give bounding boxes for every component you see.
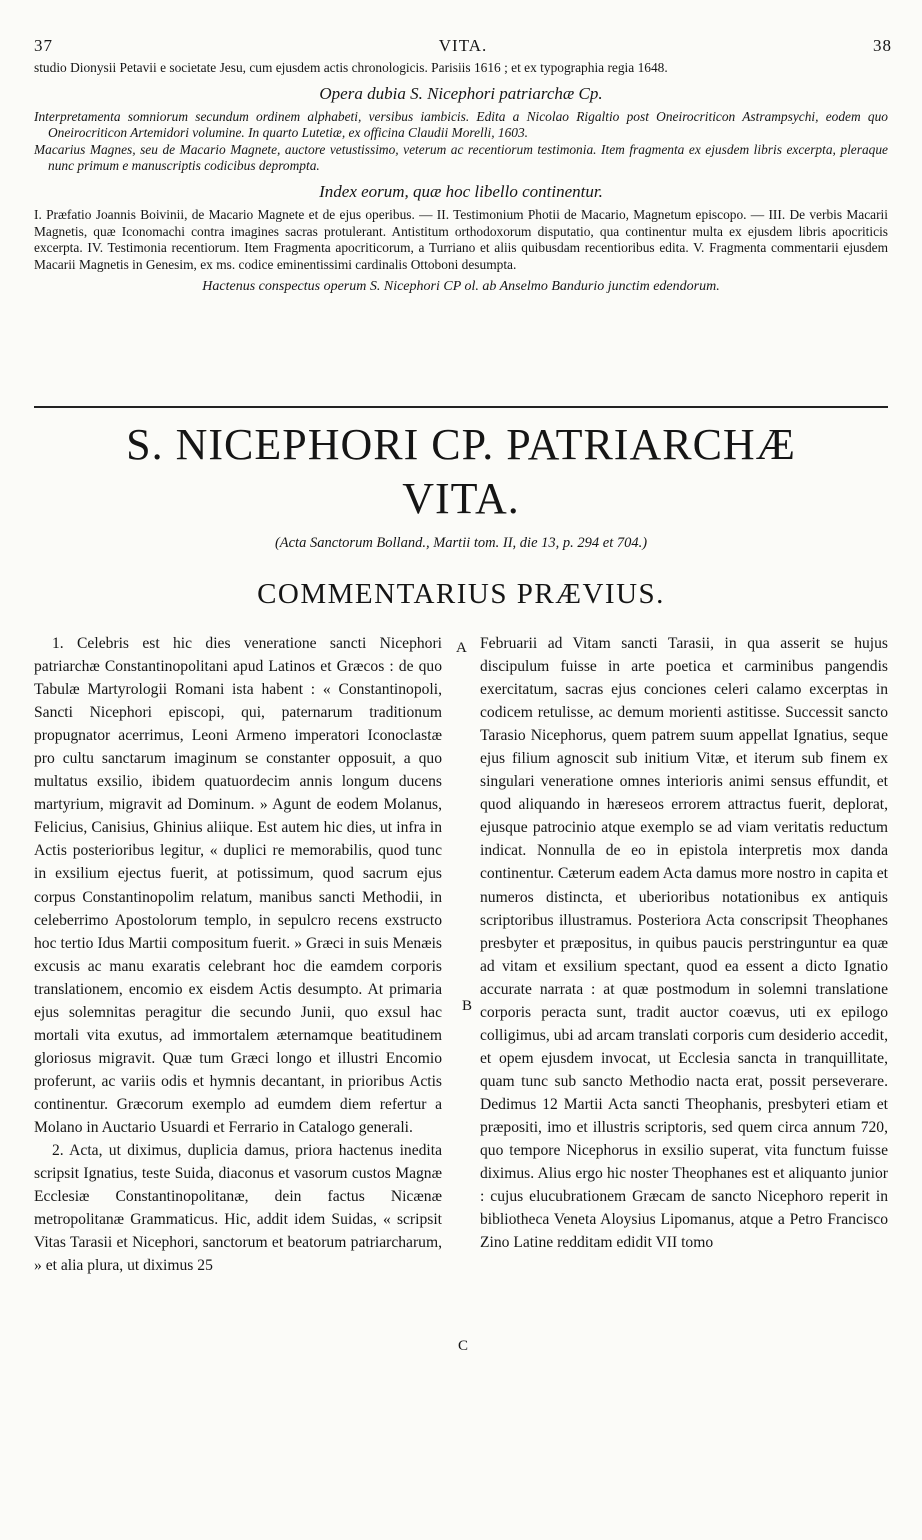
front-matter — [34, 60, 888, 296]
running-head — [34, 36, 892, 58]
index-heading: Index eorum, quæ hoc libello continentur. — [319, 181, 603, 201]
paragraph-2: 2. Acta, ut diximus, duplicia damus, priora hactenus inedita scripsit Ignatius, teste Suida, diaconus et vasorum custos Magnæ Ecclesiæ Constantinopolitanæ, dein factus Nicænæ metropolitanæ Grammaticus. Hic, addit idem Suidas, « scripsit Vitas Tarasii et Nicephori, sanctorum et beatorum patriarcharum, » et alia plura, ut diximus 25 — [34, 1142, 442, 1275]
dubia-entry-1: Interpretamenta somniorum secundum ordinem alphabeti, versibus iambicis. Edita a Nicolao Rigaltio post Oneirocriticon Astrampsychi, eodem quo Oneirocriticon Artemidori volumine. In quarto Lutetiæ, ex officina Claudii Morelli, 1603. — [34, 108, 888, 141]
section-divider — [34, 406, 888, 408]
intro-text: studio Dionysii Petavii e societate Jesu, cum ejusdem actis chronologicis. Parisiis 1616 ; et ex typographia regia 1648. — [34, 60, 668, 75]
title-line-1: S. NICEPHORI CP. PATRIARCHÆ — [126, 420, 796, 469]
section-heading: COMMENTARIUS PRÆVIUS. — [257, 578, 665, 610]
closing-line: Hactenus conspectus operum S. Nicephori CP ol. ab Anselmo Bandurio junctim edendorum. — [202, 279, 720, 295]
page-number-right: 38 — [873, 36, 892, 55]
page-number-left: 37 — [34, 36, 53, 55]
paragraph-1: 1. Celebris est hic dies veneratione sancti Nicephori patriarchæ Constantinopolitani apud Latinos et Græcos : de quo Tabulæ Martyrologii Romani ista habent : « Constantinopoli, Sancti Nicephori episcopi, qui, paternarum traditionum propugnator acerrimus, Leoni Armeno imperatori Iconoclastæ pro cultu sanctarum imaginum se constanter opposuit, a quo multatus exsilio, ibidem quatuordecim annis longum ducens martyrium, migravit ad Dominum. » Agunt de eodem Molanus, Felicius, Canisius, Ghinius aliique. Est autem hic dies, ut infra in Actis posterioribus legitur, « duplici re memorabilis, quod tunc in exsilium ejectus fuerit, at potissimum, quod sacrum ejus corpus Constantinopolim relatum, manibus sancti Methodii, in celeberrimo Apostolorum templo, in sepulcro recens exstructo hoc tertio Idus Martii compositum fuerit. » Græci in suis Menæis excusis ac manu exaratis celebrant hoc die eamdem corporis translationem, encomio ex eisdem Actis desumpto. At primaria ejus solemnitas peragitur die secundo Junii, quo exsul hac mortali vita exutus, ad immortalem æternamque beatitudinem gloriosus migravit. Quæ tum Græci longo et illustri Encomio proferunt, ac variis odis et hymnis decantant, in prioribus Actis continentur. Græcorum exemplo ad eumdem diem refertur a Molano in Auctario Usuardi et Ferrario in Catalogo generali. — [34, 635, 442, 1136]
dubia-heading: Opera dubia S. Nicephori patriarchæ Cp. — [319, 83, 603, 103]
dubia-entry-2: Macarius Magnes, seu de Macario Magnete, auctore vetustissimo, veterum ac recentiorum testimonia. Item fragmenta ex ejusdem libris excerpta, pleraque nunc primum e manuscriptis codicibus deprompta. — [34, 141, 888, 174]
left-column — [34, 632, 442, 1277]
margin-marker-c: C — [458, 1338, 469, 1354]
running-title: VITA. — [438, 36, 488, 55]
margin-marker-a: A — [456, 640, 467, 656]
right-column-text: Februarii ad Vitam sancti Tarasii, in qua asserit se hujus discipulum fuisse in arte poetica et carminibus pangendis exercitatum, sacras ejus conciones celeri calamo excerptas in codicem retulisse, ac demum morienti astitisse. Successit sancto Tarasio Nicephorus, quem patrem suum appellat Ignatius, seque ejus filium agnoscit sub initium Vitæ, et iterum sub finem ex singulari veneratione omnes interioris animi sensus effundit, et quod aliquando in hæreseos errorem attractus fuerit, deplorat, ejusque patrocinio atque exemplo se ad viam veritatis reductum indicat. Nonnulla de eo in epistola interpretis mox danda continentur. Cæterum eadem Acta damus more nostro in capita et numeros distincta, et uberioribus notationibus ex antiquis scriptoribus illustramus. Posteriora Acta conscripsit Theophanes presbyter et præpositus, in quibus paucis perstringuntur ea quæ ad vitam et exsilium spectant, quod ea essent a dicto Ignatio accurate narrata : at quæ postmodum in solemni translatione corporis peracta sunt, tradit auctor coævus, uti ex epilogo colligimus, ubi ad arcam translati corporis cum desiderio accedit, et opem ejusdem invocat, ut Ecclesia sancta in tranquillitate, quam tunc sub sancto Methodio nacta erat, possit perseverare. Dedimus 12 Martii Acta sancti Theophanis, presbyteri etiam et præpositi, imo et illustris scriptoris, sed quem circa annum 720, quo tempore Nicephorus in exsilio superat, vita functum fuisse diximus. Alius ergo hic noster Theophanes est et aliquanto junior : cujus elucubrationem Græcam de sancto Nicephoro reperit in bibliotheca Veneta Aloysius Lipomanus, atque a Petro Francisco Zino Latine redditam edidit VII tomo — [480, 635, 888, 1252]
source-citation: (Acta Sanctorum Bolland., Martii tom. II, die 13, p. 294 et 704.) — [274, 535, 648, 551]
title-line-2: VITA. — [402, 474, 520, 523]
margin-marker-b: B — [462, 998, 473, 1014]
page-title — [0, 418, 922, 526]
index-text: I. Præfatio Joannis Boivinii, de Macario Magnete et de ejus operibus. — II. Testimonium Photii de Macario, Magnetum episcopo. — III. De verbis Macarii Magnetis, quæ Iconomachi contra imagines sacras protulerant. Antistitum orthodoxorum disputatio, qua continentur multa ex ejusdem libris apocriticis excerpta. IV. Testimonia recentiorum. Item Fragmenta apocriticorum, a Turriano et aliis quibusdam recentioribus edita. V. Fragmenta commentarii ejusdem Macarii Magnetis in Genesim, ex ms. codice eminentissimi cardinalis Ottoboni desumpta. — [34, 206, 888, 272]
right-column — [480, 632, 888, 1254]
